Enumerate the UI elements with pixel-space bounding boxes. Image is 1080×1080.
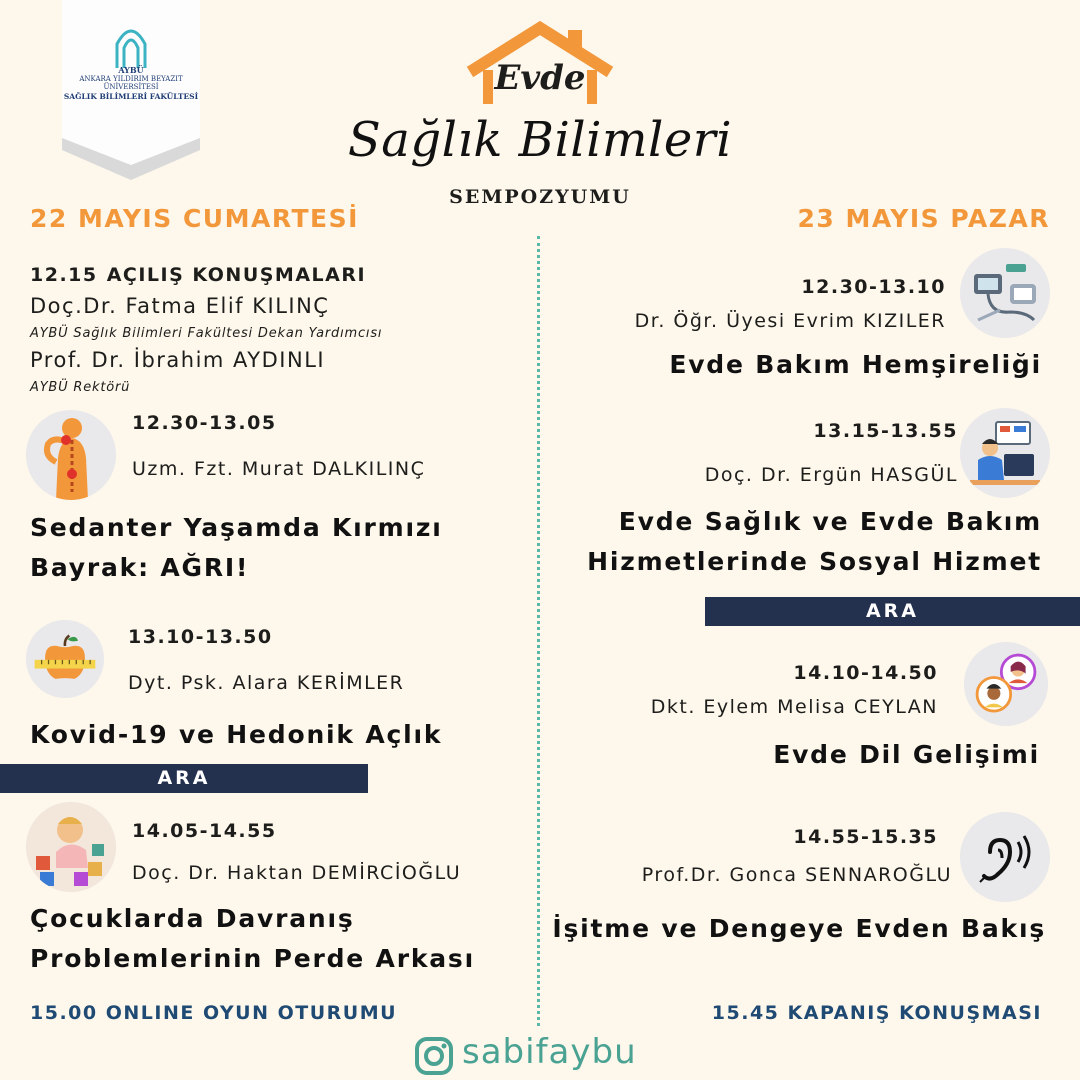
session-time: 13.15-13.55 <box>813 420 958 442</box>
column-divider <box>537 236 540 1026</box>
logo-abbr: AYBÜ <box>118 65 144 75</box>
title-evde: Evde <box>494 58 586 98</box>
session-title-line2: Problemlerinin Perde Arkası <box>30 944 475 973</box>
hearing-ear-icon <box>960 812 1050 902</box>
opening-label: AÇILIŞ KONUŞMALARI <box>106 264 367 286</box>
child-blocks-icon <box>26 802 116 892</box>
speech-bubbles-icon <box>964 642 1048 726</box>
session-speaker: Dkt. Eylem Melisa CEYLAN <box>650 696 938 718</box>
logo-faculty: SAĞLIK BİLİMLERİ FAKÜLTESİ <box>63 92 199 101</box>
opening-speaker-1-role: AYBÜ Sağlık Bilimleri Fakültesi Dekan Yardımcısı <box>30 326 383 341</box>
session-title-line1: Evde Dil Gelişimi <box>773 740 1040 769</box>
day2-heading: 23 MAYIS PAZAR <box>797 204 1050 233</box>
opening-speaker-1: Doç.Dr. Fatma Elif KILINÇ <box>30 294 330 318</box>
session-time: 14.10-14.50 <box>793 662 938 684</box>
session-time: 12.30-13.05 <box>132 412 277 434</box>
instagram-handle[interactable]: sabifaybu <box>462 1032 637 1072</box>
session-title-line1: Evde Sağlık ve Evde Bakım <box>618 507 1042 536</box>
day1-heading: 22 MAYIS CUMARTESİ <box>30 204 359 233</box>
session-speaker: Doç. Dr. Haktan DEMİRCİOĞLU <box>132 862 462 884</box>
session-title-line1: İşitme ve Dengeye Evden Bakış <box>552 914 1046 943</box>
page-title: Sağlık Bilimleri <box>347 112 733 168</box>
session-title-line2: Bayrak: AĞRI! <box>30 553 250 582</box>
session-speaker: Uzm. Fzt. Murat DALKILINÇ <box>132 458 426 480</box>
session-speaker: Prof.Dr. Gonca SENNAROĞLU <box>641 864 952 886</box>
opening-time: 12.15 <box>30 264 98 286</box>
day1-closing: 15.00 ONLINE OYUN OTURUMU <box>30 1002 398 1024</box>
back-pain-icon <box>26 410 116 500</box>
opening-header <box>30 264 366 286</box>
day2-closing: 15.45 KAPANIŞ KONUŞMASI <box>711 1002 1042 1024</box>
session-title-line1: Sedanter Yaşamda Kırmızı <box>30 513 443 542</box>
instagram-icon[interactable] <box>414 1036 454 1076</box>
session-time: 14.05-14.55 <box>132 820 277 842</box>
break-bar: ARA <box>0 764 368 793</box>
session-title-line1: Evde Bakım Hemşireliği <box>669 350 1042 379</box>
session-speaker: Dr. Öğr. Üyesi Evrim KIZILER <box>634 310 946 332</box>
session-speaker: Dyt. Psk. Alara KERİMLER <box>128 672 405 694</box>
session-title-line2: Hizmetlerinde Sosyal Hizmet <box>587 547 1042 576</box>
opening-speaker-2: Prof. Dr. İbrahim AYDINLI <box>30 348 326 372</box>
opening-speaker-2-role: AYBÜ Rektörü <box>30 380 131 395</box>
session-title-line1: Kovid-19 ve Hedonik Açlık <box>30 720 443 749</box>
session-time: 14.55-15.35 <box>793 826 938 848</box>
session-title-line1: Çocuklarda Davranış <box>30 904 355 933</box>
session-speaker: Doç. Dr. Ergün HASGÜL <box>704 464 958 486</box>
session-time: 13.10-13.50 <box>128 626 273 648</box>
blood-pressure-monitor-icon <box>960 248 1050 338</box>
page-subtitle: SEMPOZYUMU <box>449 186 631 208</box>
logo-university-line1: ANKARA YILDIRIM BEYAZIT <box>79 75 183 83</box>
session-time: 12.30-13.10 <box>801 276 946 298</box>
apple-measuring-tape-icon <box>26 620 104 698</box>
break-bar: ARA <box>705 597 1080 626</box>
logo-university-line2: ÜNİVERSİTESİ <box>103 83 159 91</box>
social-worker-desk-icon <box>960 408 1050 498</box>
